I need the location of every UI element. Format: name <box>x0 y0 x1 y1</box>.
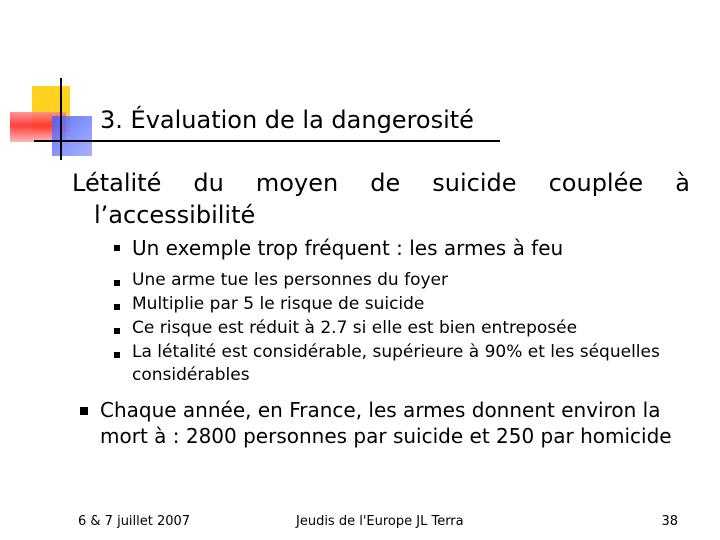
intro-word: à <box>675 169 690 197</box>
intro-word: moyen <box>255 169 339 197</box>
square-bullet-icon <box>114 328 120 334</box>
page-number: 38 <box>661 514 678 529</box>
intro-line-1 <box>72 167 690 199</box>
intro-word: de <box>370 169 401 197</box>
title-underline <box>34 140 500 142</box>
sub-bullet-item: La létalité est considérable, supérieure à 90% et les séquelles <box>132 342 660 362</box>
sub-bullet-item: Ce risque est réduit à 2.7 si elle est bien entreposée <box>132 318 578 338</box>
intro-line-2: l’accessibilité <box>94 201 256 229</box>
sub-bullet-item: Une arme tue les personnes du foyer <box>132 270 448 290</box>
square-bullet-icon <box>80 407 88 415</box>
sub-bullet-continuation: considérables <box>132 365 250 385</box>
footer-center-text: Jeudis de l'Europe JL Terra <box>296 514 464 529</box>
square-bullet-icon <box>114 352 120 358</box>
intro-word: couplée <box>548 169 644 197</box>
intro-word: suicide <box>432 169 517 197</box>
annual-statistic-bullet: Chaque année, en France, les armes donnent environ la mort à : 2800 personnes par suicide et 250 par homicide <box>100 398 672 448</box>
intro-word: Létalité <box>72 169 162 197</box>
sub-bullet-item: Multiplie par 5 le risque de suicide <box>132 294 425 314</box>
decor-vertical-line <box>60 78 62 160</box>
footer-date: 6 & 7 juillet 2007 <box>78 514 191 529</box>
square-bullet-icon <box>114 245 120 251</box>
slide-title: 3. Évaluation de la dangerosité <box>100 106 474 134</box>
square-bullet-icon <box>114 304 120 310</box>
decor-blue-square <box>52 116 92 156</box>
intro-paragraph <box>72 167 690 231</box>
square-bullet-icon <box>114 280 120 286</box>
intro-word: du <box>193 169 224 197</box>
example-bullet: Un exemple trop fréquent : les armes à feu <box>132 236 564 260</box>
